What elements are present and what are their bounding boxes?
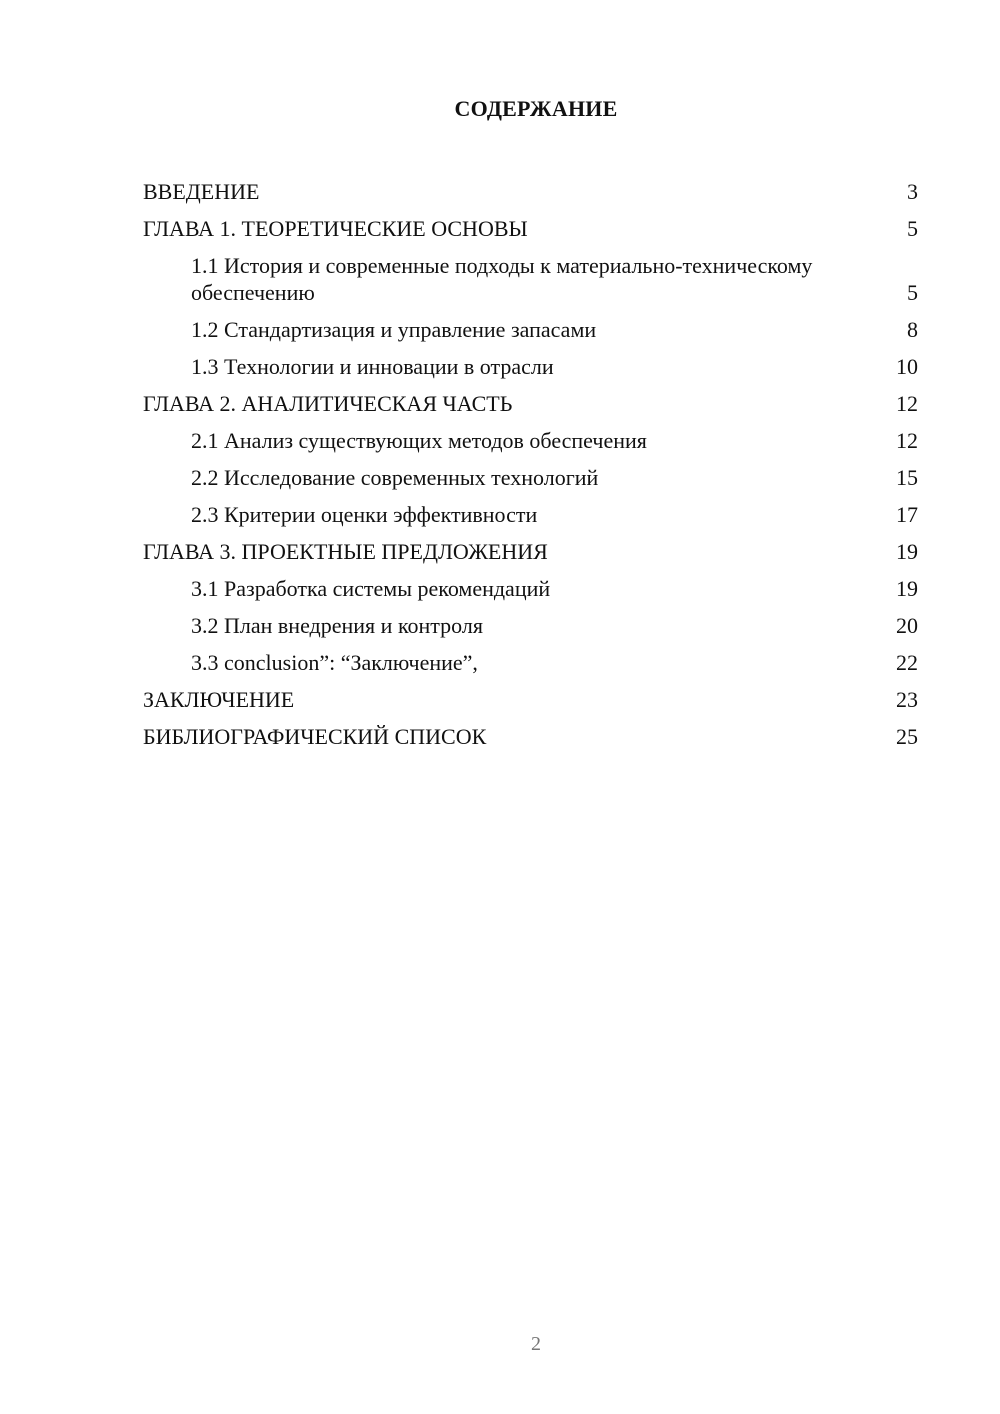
toc-entry-label: 3.3 conclusion”: “Заключение”, <box>191 650 478 675</box>
toc-entry-conclusion[interactable] <box>143 676 918 713</box>
toc-entry-chapter-3[interactable] <box>143 528 918 565</box>
toc-entry-section-2-2[interactable] <box>143 454 918 491</box>
table-of-contents <box>143 168 918 750</box>
toc-entry-section-3-3[interactable] <box>143 639 918 676</box>
toc-entry-page: 12 <box>896 428 918 453</box>
toc-entry-page: 5 <box>907 216 918 241</box>
toc-entry-label: ЗАКЛЮЧЕНИЕ <box>143 687 295 712</box>
toc-entry-section-2-1[interactable] <box>143 417 918 454</box>
toc-entry-label: БИБЛИОГРАФИЧЕСКИЙ СПИСОК <box>143 724 487 749</box>
toc-entry-label: 2.2 Исследование современных технологий <box>191 465 599 490</box>
toc-entry-label: 1.1 История и современные подходы к материально-техническому обеспечению <box>191 253 813 305</box>
toc-entry-page: 10 <box>896 354 918 379</box>
toc-entry-label: 2.3 Критерии оценки эффективности <box>191 502 538 527</box>
toc-entry-page: 19 <box>896 576 918 601</box>
toc-entry-label: ГЛАВА 1. ТЕОРЕТИЧЕСКИЕ ОСНОВЫ <box>143 216 528 241</box>
toc-entry-section-3-2[interactable] <box>143 602 918 639</box>
toc-entry-label: 1.2 Стандартизация и управление запасами <box>191 317 597 342</box>
toc-entry-section-1-3[interactable] <box>143 343 918 380</box>
toc-entry-page: 12 <box>896 391 918 416</box>
toc-entry-page: 5 <box>907 280 918 305</box>
toc-entry-page: 22 <box>896 650 918 675</box>
toc-entry-chapter-2[interactable] <box>143 380 918 417</box>
toc-entry-label: 3.1 Разработка системы рекомендаций <box>191 576 551 601</box>
toc-entry-section-2-3[interactable] <box>143 491 918 528</box>
toc-entry-page: 8 <box>907 317 918 342</box>
toc-entry-page: 25 <box>896 724 918 749</box>
toc-entry-page: 23 <box>896 687 918 712</box>
toc-entry-label: ВВЕДЕНИЕ <box>143 179 260 204</box>
toc-entry-chapter-1[interactable] <box>143 205 918 242</box>
page-title: СОДЕРЖАНИЕ <box>454 96 618 121</box>
toc-entry-label: ГЛАВА 2. АНАЛИТИЧЕСКАЯ ЧАСТЬ <box>143 391 513 416</box>
toc-entry-page: 15 <box>896 465 918 490</box>
toc-entry-bibliography[interactable] <box>143 713 918 750</box>
toc-entry-page: 17 <box>896 502 918 527</box>
toc-entry-section-1-2[interactable] <box>143 306 918 343</box>
toc-entry-label: ГЛАВА 3. ПРОЕКТНЫЕ ПРЕДЛОЖЕНИЯ <box>143 539 548 564</box>
toc-entry-label: 1.3 Технологии и инновации в отрасли <box>191 354 554 379</box>
toc-entry-label: 2.1 Анализ существующих методов обеспечения <box>191 428 647 453</box>
toc-entry-introduction[interactable] <box>143 168 918 205</box>
toc-entry-page: 3 <box>907 179 918 204</box>
toc-entry-label: 3.2 План внедрения и контроля <box>191 613 483 638</box>
toc-entry-page: 19 <box>896 539 918 564</box>
toc-entry-page: 20 <box>896 613 918 638</box>
toc-entry-section-3-1[interactable] <box>143 565 918 602</box>
toc-entry-section-1-1[interactable] <box>143 242 918 306</box>
page-number: 2 <box>531 1333 541 1355</box>
